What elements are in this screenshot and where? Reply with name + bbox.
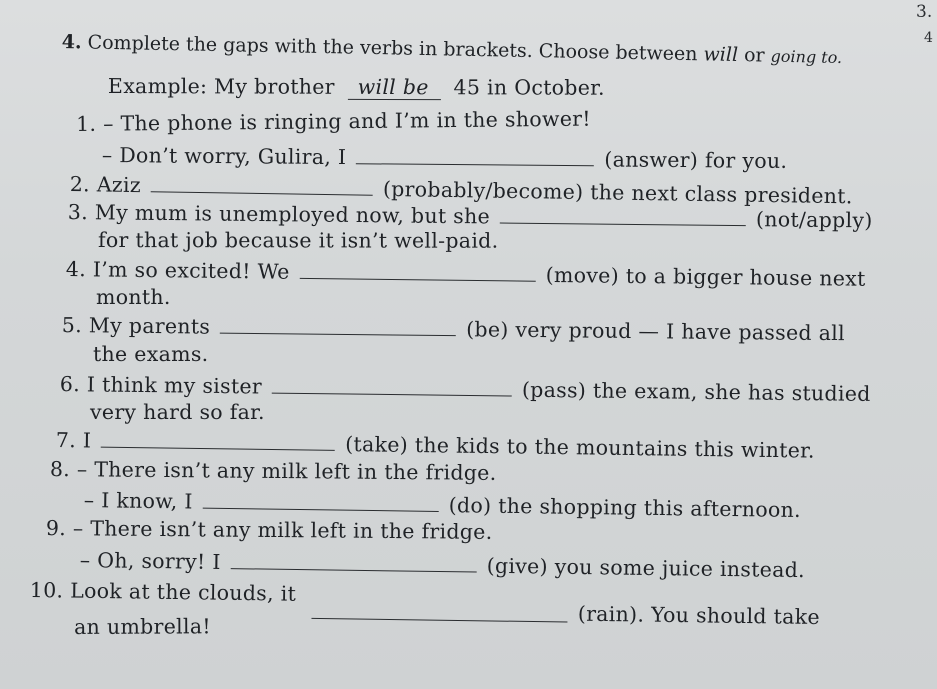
- item-text: I: [82, 428, 92, 453]
- item-number: 8.: [49, 457, 71, 482]
- item-number: 3.: [67, 200, 89, 225]
- answer-blank[interactable]: [272, 379, 512, 397]
- item-hint: (not/apply): [755, 207, 873, 233]
- answer-blank[interactable]: [101, 433, 335, 451]
- item-text: – There isn’t any milk left in the fridge.: [76, 457, 497, 485]
- answer-blank[interactable]: [151, 177, 373, 195]
- item-hint: (probably/become) the next class president.: [382, 176, 853, 209]
- item-3-continuation: for that job because it isn’t well-paid.: [97, 228, 499, 253]
- exercise-heading: [62, 31, 882, 69]
- example-answer: will be: [348, 75, 441, 100]
- item-hint: (move) to a bigger house next: [545, 262, 866, 291]
- item-text: – There isn’t any milk left in the fridge.: [72, 516, 493, 544]
- item-8-line-1: [50, 457, 497, 485]
- item-number: 4.: [65, 257, 87, 282]
- answer-blank[interactable]: [220, 319, 456, 336]
- item-4: [66, 257, 866, 291]
- item-hint: (give) you some juice instead.: [486, 553, 806, 583]
- item-number: 2.: [69, 172, 91, 197]
- item-number: 6.: [59, 372, 81, 397]
- item-number: 9.: [45, 516, 67, 541]
- answer-blank[interactable]: [203, 494, 439, 512]
- item-5: [62, 313, 845, 345]
- item-text: – The phone is ringing and I’m in the shower!: [102, 106, 591, 136]
- answer-blank[interactable]: [231, 554, 477, 572]
- item-text: I think my sister: [86, 372, 263, 399]
- option-going-to: going to.: [770, 46, 843, 67]
- answer-blank[interactable]: [356, 149, 594, 166]
- item-hint: (answer) for you.: [604, 147, 788, 173]
- corner-number-top: 3.: [916, 2, 933, 22]
- corner-number-bottom: 4: [924, 30, 933, 46]
- item-hint: (rain). You should take: [577, 601, 821, 630]
- item-6-continuation: very hard so far.: [90, 400, 265, 424]
- item-text: – I know, I: [83, 488, 193, 514]
- item-number: 5.: [61, 313, 83, 338]
- item-9-line-2: [80, 548, 805, 582]
- item-number: 1.: [76, 111, 97, 136]
- item-number: 10.: [29, 578, 64, 603]
- option-will: will: [703, 43, 739, 66]
- item-1-line-2: [102, 143, 788, 173]
- exercise-number: 4.: [61, 31, 82, 54]
- item-text: My mum is unemployed now, but she: [94, 200, 491, 229]
- item-text: – Don’t worry, Gulira, I: [101, 143, 347, 170]
- answer-blank[interactable]: [500, 209, 746, 227]
- option-or: or: [743, 44, 765, 67]
- item-10-continuation: an umbrella!: [74, 614, 211, 639]
- item-text: Aziz: [96, 172, 142, 198]
- item-hint: (pass) the exam, she has studied: [521, 377, 871, 406]
- item-hint: (do) the shopping this afternoon.: [448, 493, 802, 523]
- item-4-continuation: month.: [96, 285, 171, 309]
- exercise-instruction: Complete the gaps with the verbs in brackets. Choose between: [87, 31, 698, 66]
- answer-blank[interactable]: [312, 604, 568, 623]
- item-1-line-1: [76, 107, 591, 136]
- example-rest: 45 in October.: [453, 75, 605, 100]
- item-number: 7.: [55, 428, 77, 453]
- item-5-continuation: the exams.: [93, 342, 209, 366]
- item-hint: (be) very proud — I have passed all: [466, 317, 846, 346]
- item-text: – Oh, sorry! I: [79, 548, 221, 574]
- example-line: [108, 74, 605, 101]
- answer-blank[interactable]: [300, 264, 536, 282]
- item-hint: (take) the kids to the mountains this winter.: [345, 432, 815, 463]
- item-9-line-1: [46, 516, 493, 544]
- item-text: I’m so excited! We: [92, 257, 290, 284]
- item-text: My parents: [88, 313, 211, 339]
- item-text: Look at the clouds, it: [70, 578, 297, 606]
- example-label: Example: My brother: [107, 74, 335, 99]
